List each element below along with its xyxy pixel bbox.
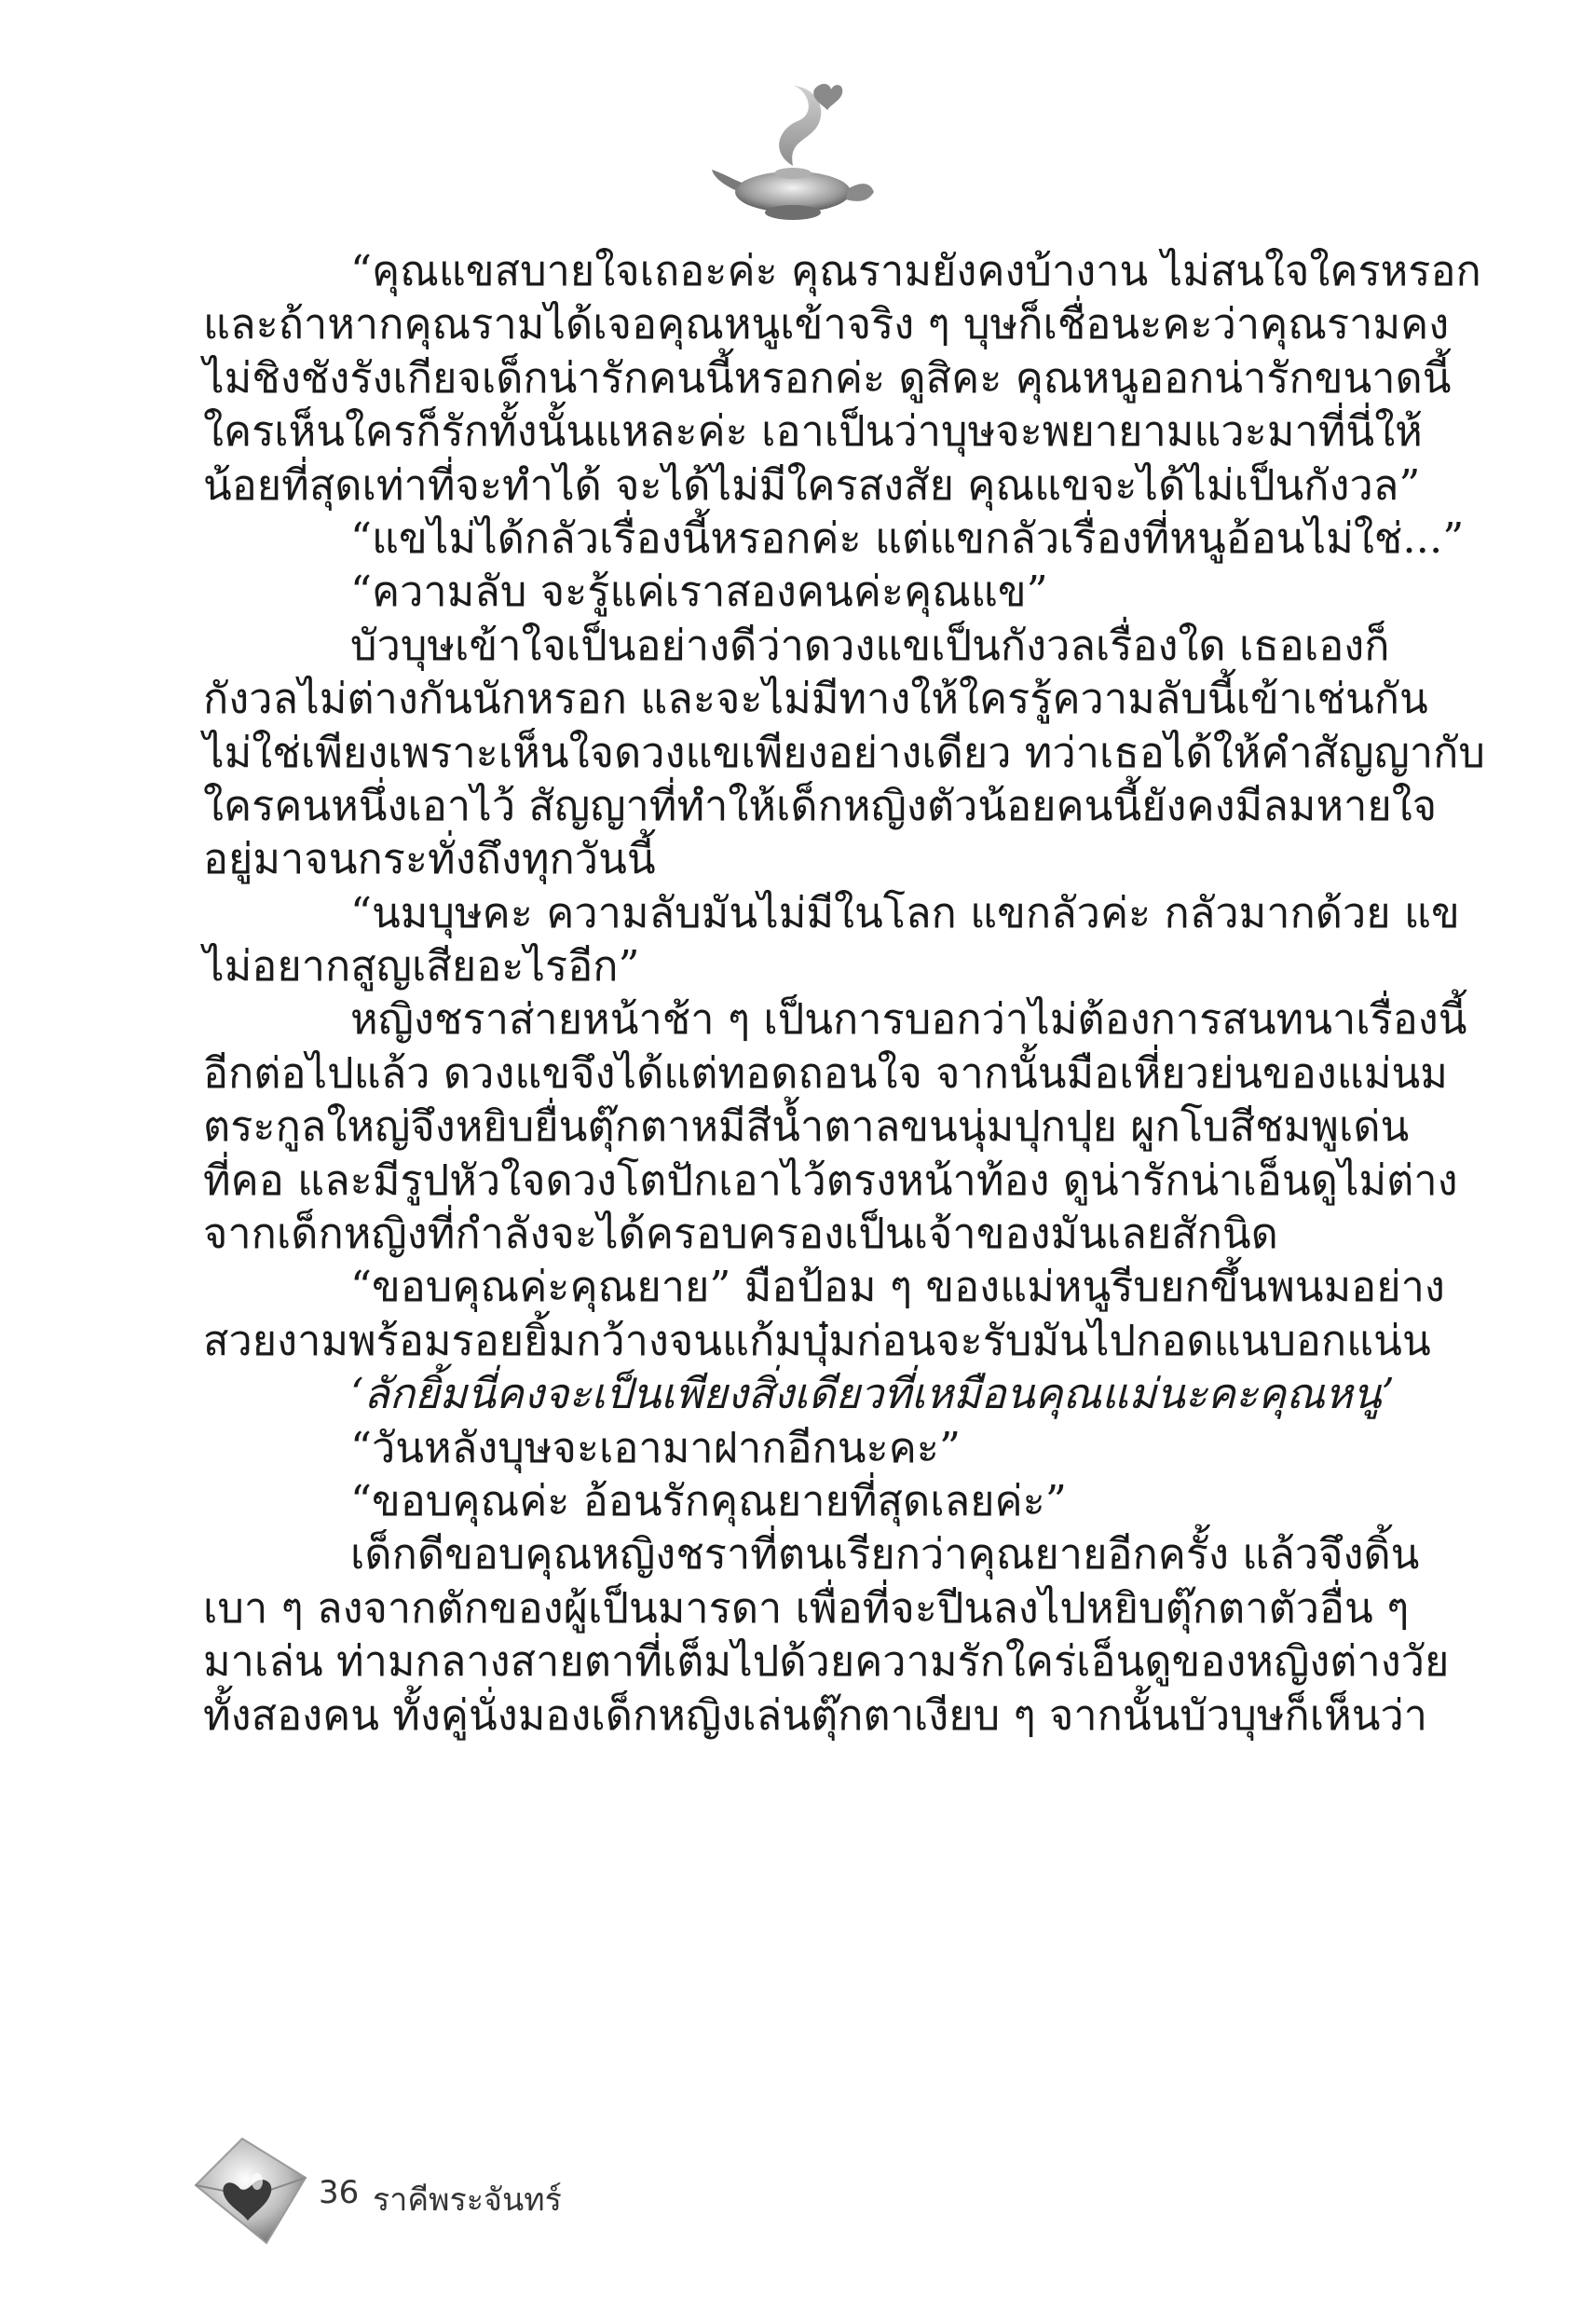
paragraph-line: ไม่ใช่เพียงเพราะเห็นใจดวงแขเพียงอย่างเดียว ทว่าเธอได้ให้คำสัญญากับ	[203, 727, 1485, 777]
paragraph-line: จากเด็กหญิงที่กำลังจะได้ครอบครองเป็นเจ้าของมันเลยสักนิด	[203, 1209, 1278, 1259]
paragraph-line: ใครเห็นใครก็รักทั้งนั้นแหละค่ะ เอาเป็นว่าบุษจะพยายามแวะมาที่นี่ให้	[203, 406, 1423, 457]
paragraph-line: บัวบุษเข้าใจเป็นอย่างดีว่าดวงแขเป็นกังวลเรื่องใด เธอเองก็	[350, 620, 1390, 670]
paragraph-line: ใครคนหนึ่งเอาไว้ สัญญาที่ทำให้เด็กหญิงตัวน้อยคนนี้ยังคงมีลมหายใจ	[203, 780, 1438, 830]
paragraph-line: อีกต่อไปแล้ว ดวงแขจึงได้แต่ทอดถอนใจ จากนั้นมือเหี่ยวย่นของแม่นม	[203, 1047, 1448, 1098]
paragraph-line: กังวลไม่ต่างกันนักหรอก และจะไม่มีทางให้ใครรู้ความลับนี้เข้าเช่นกัน	[203, 674, 1428, 724]
book-title: ราคีพระจันทร์	[373, 2181, 562, 2219]
paragraph-line: ตระกูลใหญ่จึงหยิบยื่นตุ๊กตาหมีสีน้ำตาลขนนุ่มปุกปุย ผูกโบสีชมพูเด่น	[203, 1101, 1410, 1152]
paragraph-line: “ความลับ จะรู้แค่เราสองคนค่ะคุณแข”	[350, 567, 1048, 617]
paragraph-line: เด็กดีขอบคุณหญิงชราที่ตนเรียกว่าคุณยายอีกครั้ง แล้วจึงดิ้น	[350, 1529, 1420, 1579]
paragraph-line: ที่คอ และมีรูปหัวใจดวงโตปักเอาไว้ตรงหน้าท้อง ดูน่ารักน่าเอ็นดูไม่ต่าง	[203, 1155, 1458, 1205]
paragraph-line: และถ้าหากคุณรามได้เจอคุณหนูเข้าจริง ๆ บุษก็เชื่อนะคะว่าคุณรามคง	[203, 299, 1450, 349]
paragraph-line: “ขอบคุณค่ะคุณยาย” มือป้อม ๆ ของแม่หนูรีบยกขึ้นพนมอย่าง	[350, 1262, 1445, 1312]
paragraph-line: เบา ๆ ลงจากตักของผู้เป็นมารดา เพื่อที่จะปีนลงไปหยิบตุ๊กตาตัวอื่น ๆ	[203, 1582, 1410, 1633]
paragraph-line: ‘ลักยิ้มนี่คงจะเป็นเพียงสิ่งเดียวที่เหมือนคุณแม่นะคะคุณหนู’	[350, 1369, 1395, 1419]
paragraph-line: สวยงามพร้อมรอยยิ้มกว้างจนแก้มบุ๋มก่อนจะรับมันไปกอดแนบอกแน่น	[203, 1315, 1431, 1365]
paragraph-line: ไม่ชิงชังรังเกียจเด็กน่ารักคนนี้หรอกค่ะ ดูสิคะ คุณหนูออกน่ารักขนาดนี้	[203, 352, 1452, 403]
page-footer	[186, 2120, 745, 2250]
paragraph-line: หญิงชราส่ายหน้าช้า ๆ เป็นการบอกว่าไม่ต้องการสนทนาเรื่องนี้	[350, 994, 1467, 1045]
paragraph-line: ไม่อยากสูญเสียอะไรอีก”	[203, 941, 640, 991]
paragraph-line: “แขไม่ได้กลัวเรื่องนี้หรอกค่ะ แต่แขกลัวเรื่องที่หนูอ้อนไม่ใช่...”	[350, 513, 1465, 563]
heart-envelope-ornament-icon	[186, 2120, 326, 2250]
page-number: 36	[319, 2174, 360, 2211]
paragraph-line: “ขอบคุณค่ะ อ้อนรักคุณยายที่สุดเลยค่ะ”	[350, 1475, 1067, 1525]
paragraph-line: “นมบุษคะ ความลับมันไม่มีในโลก แขกลัวค่ะ กลัวมากด้วย แข	[350, 887, 1460, 937]
paragraph-line: “คุณแขสบายใจเถอะค่ะ คุณรามยังคงบ้างาน ไม่สนใจใครหรอก	[350, 246, 1481, 295]
paragraph-line: อยู่มาจนกระทั่งถึงทุกวันนี้	[203, 834, 656, 884]
paragraph-line: “วันหลังบุษจะเอามาฝากอีกนะคะ”	[350, 1422, 961, 1472]
body-text	[203, 244, 1485, 1742]
paragraph-line: มาเล่น ท่ามกลางสายตาที่เต็มไปด้วยความรักใคร่เอ็นดูของหญิงต่างวัย	[203, 1636, 1450, 1687]
paragraph-line: น้อยที่สุดเท่าที่จะทำได้ จะได้ไม่มีใครสงสัย คุณแขจะได้ไม่เป็นกังวล”	[203, 459, 1421, 510]
genie-lamp-ornament-icon	[704, 73, 881, 231]
paragraph-line: ทั้งสองคน ทั้งคู่นั่งมองเด็กหญิงเล่นตุ๊กตาเงียบ ๆ จากนั้นบัวบุษก็เห็นว่า	[203, 1689, 1428, 1740]
